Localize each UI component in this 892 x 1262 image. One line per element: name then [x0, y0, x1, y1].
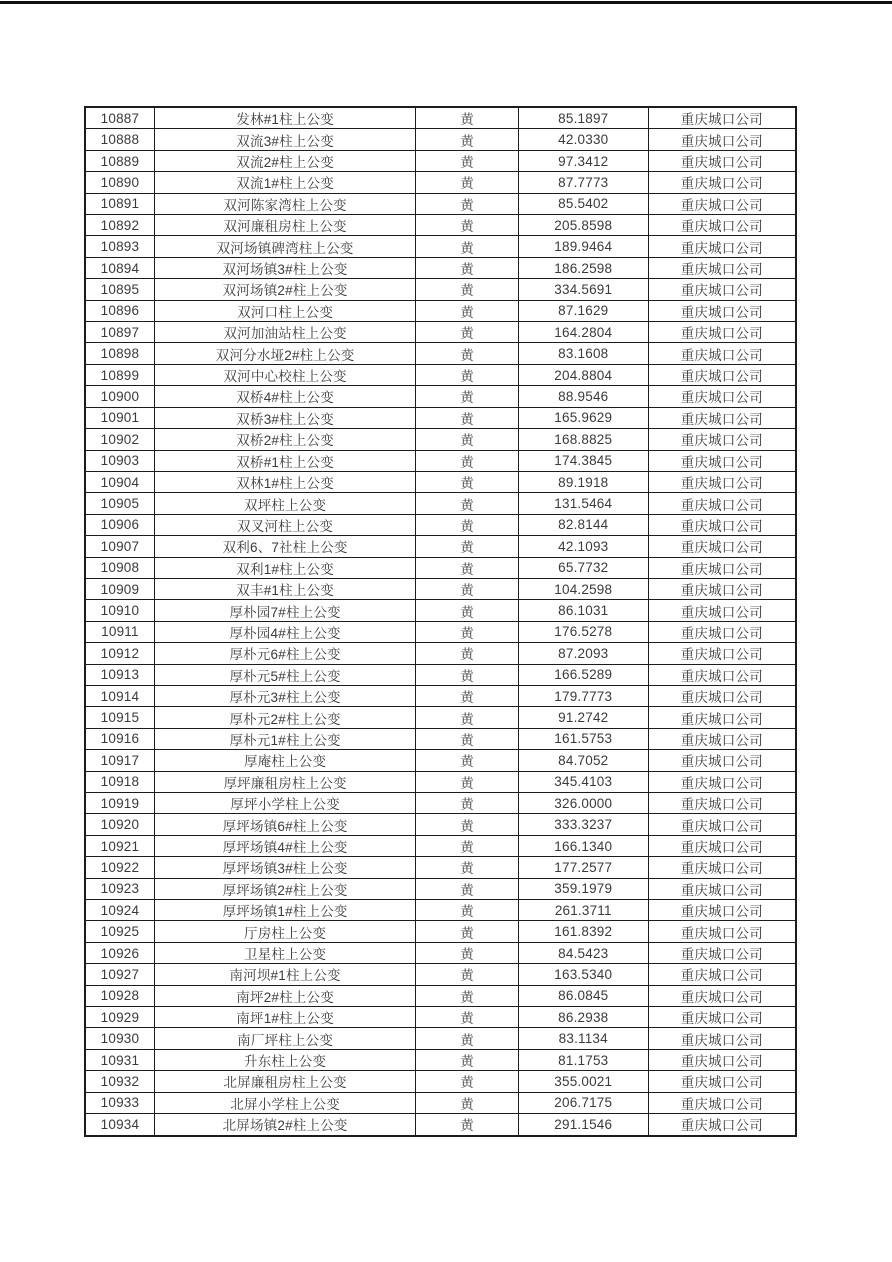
cell-id: 10923	[85, 878, 154, 899]
cell-company: 重庆城口公司	[648, 1007, 796, 1028]
cell-name: 双河口柱上公变	[154, 300, 415, 321]
cell-value: 334.5691	[518, 279, 648, 300]
cell-value: 84.7052	[518, 750, 648, 771]
table-row	[85, 942, 796, 963]
cell-color-status: 黄	[416, 364, 519, 385]
cell-company: 重庆城口公司	[648, 878, 796, 899]
cell-name: 厚坪廉租房柱上公变	[154, 771, 415, 792]
table-row	[85, 1028, 796, 1049]
cell-name: 厚朴元6#柱上公变	[154, 643, 415, 664]
cell-color-status: 黄	[416, 857, 519, 878]
cell-id: 10891	[85, 193, 154, 214]
cell-value: 177.2577	[518, 857, 648, 878]
cell-value: 131.5464	[518, 493, 648, 514]
cell-id: 10888	[85, 129, 154, 150]
cell-id: 10906	[85, 514, 154, 535]
cell-company: 重庆城口公司	[648, 343, 796, 364]
cell-color-status: 黄	[416, 707, 519, 728]
table-row	[85, 493, 796, 514]
cell-name: 双河廉租房柱上公变	[154, 215, 415, 236]
cell-value: 97.3412	[518, 150, 648, 171]
table-row	[85, 707, 796, 728]
cell-company: 重庆城口公司	[648, 236, 796, 257]
cell-company: 重庆城口公司	[648, 643, 796, 664]
cell-value: 179.7773	[518, 685, 648, 706]
cell-value: 81.1753	[518, 1049, 648, 1070]
cell-color-status: 黄	[416, 621, 519, 642]
cell-name: 双利6、7社柱上公变	[154, 536, 415, 557]
cell-id: 10921	[85, 835, 154, 856]
cell-color-status: 黄	[416, 471, 519, 492]
cell-company: 重庆城口公司	[648, 750, 796, 771]
cell-company: 重庆城口公司	[648, 857, 796, 878]
cell-color-status: 黄	[416, 343, 519, 364]
cell-id: 10928	[85, 985, 154, 1006]
cell-company: 重庆城口公司	[648, 621, 796, 642]
cell-value: 104.2598	[518, 578, 648, 599]
cell-name: 厚朴元3#柱上公变	[154, 685, 415, 706]
cell-name: 南坪2#柱上公变	[154, 985, 415, 1006]
cell-color-status: 黄	[416, 429, 519, 450]
cell-color-status: 黄	[416, 493, 519, 514]
cell-id: 10924	[85, 900, 154, 921]
cell-name: 双利1#柱上公变	[154, 557, 415, 578]
cell-value: 161.8392	[518, 921, 648, 942]
cell-id: 10910	[85, 600, 154, 621]
cell-value: 345.4103	[518, 771, 648, 792]
cell-company: 重庆城口公司	[648, 728, 796, 749]
cell-color-status: 黄	[416, 107, 519, 129]
cell-id: 10911	[85, 621, 154, 642]
cell-name: 双河场镇碑湾柱上公变	[154, 236, 415, 257]
cell-color-status: 黄	[416, 1007, 519, 1028]
cell-id: 10893	[85, 236, 154, 257]
cell-value: 87.7773	[518, 172, 648, 193]
cell-company: 重庆城口公司	[648, 1071, 796, 1092]
cell-color-status: 黄	[416, 793, 519, 814]
cell-value: 82.8144	[518, 514, 648, 535]
cell-company: 重庆城口公司	[648, 557, 796, 578]
table-row	[85, 386, 796, 407]
cell-name: 北屏小学柱上公变	[154, 1092, 415, 1113]
table-row	[85, 1071, 796, 1092]
cell-company: 重庆城口公司	[648, 215, 796, 236]
cell-company: 重庆城口公司	[648, 322, 796, 343]
cell-value: 87.1629	[518, 300, 648, 321]
cell-value: 359.1979	[518, 878, 648, 899]
cell-color-status: 黄	[416, 386, 519, 407]
table-row	[85, 878, 796, 899]
cell-value: 85.1897	[518, 107, 648, 129]
cell-name: 厚朴园7#柱上公变	[154, 600, 415, 621]
cell-color-status: 黄	[416, 514, 519, 535]
cell-value: 166.5289	[518, 664, 648, 685]
cell-company: 重庆城口公司	[648, 107, 796, 129]
cell-value: 206.7175	[518, 1092, 648, 1113]
cell-company: 重庆城口公司	[648, 1114, 796, 1136]
cell-id: 10887	[85, 107, 154, 129]
cell-name: 双流1#柱上公变	[154, 172, 415, 193]
cell-color-status: 黄	[416, 728, 519, 749]
cell-company: 重庆城口公司	[648, 707, 796, 728]
table-row	[85, 600, 796, 621]
cell-color-status: 黄	[416, 878, 519, 899]
cell-color-status: 黄	[416, 900, 519, 921]
table-row	[85, 900, 796, 921]
cell-id: 10903	[85, 450, 154, 471]
cell-name: 双河中心校柱上公变	[154, 364, 415, 385]
cell-company: 重庆城口公司	[648, 771, 796, 792]
cell-company: 重庆城口公司	[648, 193, 796, 214]
table-row	[85, 685, 796, 706]
cell-value: 326.0000	[518, 793, 648, 814]
cell-id: 10915	[85, 707, 154, 728]
cell-id: 10901	[85, 407, 154, 428]
cell-id: 10926	[85, 942, 154, 963]
cell-name: 厚庵柱上公变	[154, 750, 415, 771]
cell-color-status: 黄	[416, 942, 519, 963]
cell-id: 10920	[85, 814, 154, 835]
table-row	[85, 621, 796, 642]
cell-color-status: 黄	[416, 1049, 519, 1070]
cell-id: 10916	[85, 728, 154, 749]
cell-color-status: 黄	[416, 1071, 519, 1092]
cell-color-status: 黄	[416, 643, 519, 664]
cell-value: 83.1134	[518, 1028, 648, 1049]
cell-name: 厚朴园4#柱上公变	[154, 621, 415, 642]
cell-company: 重庆城口公司	[648, 835, 796, 856]
cell-company: 重庆城口公司	[648, 964, 796, 985]
cell-value: 42.0330	[518, 129, 648, 150]
cell-value: 333.3237	[518, 814, 648, 835]
table-row	[85, 322, 796, 343]
cell-color-status: 黄	[416, 985, 519, 1006]
cell-id: 10917	[85, 750, 154, 771]
cell-color-status: 黄	[416, 236, 519, 257]
cell-color-status: 黄	[416, 215, 519, 236]
cell-id: 10895	[85, 279, 154, 300]
cell-name: 双河加油站柱上公变	[154, 322, 415, 343]
cell-color-status: 黄	[416, 300, 519, 321]
cell-color-status: 黄	[416, 835, 519, 856]
cell-company: 重庆城口公司	[648, 450, 796, 471]
cell-color-status: 黄	[416, 771, 519, 792]
cell-name: 双桥2#柱上公变	[154, 429, 415, 450]
cell-color-status: 黄	[416, 193, 519, 214]
table-row	[85, 643, 796, 664]
cell-value: 91.2742	[518, 707, 648, 728]
table-row	[85, 536, 796, 557]
cell-id: 10909	[85, 578, 154, 599]
table-row	[85, 150, 796, 171]
cell-id: 10929	[85, 1007, 154, 1028]
table-row	[85, 1114, 796, 1136]
cell-name: 升东柱上公变	[154, 1049, 415, 1070]
table-row	[85, 514, 796, 535]
cell-company: 重庆城口公司	[648, 921, 796, 942]
cell-company: 重庆城口公司	[648, 814, 796, 835]
table-row	[85, 407, 796, 428]
table-row	[85, 300, 796, 321]
cell-name: 双河陈家湾柱上公变	[154, 193, 415, 214]
cell-company: 重庆城口公司	[648, 664, 796, 685]
cell-name: 双林1#柱上公变	[154, 471, 415, 492]
table-row	[85, 728, 796, 749]
cell-name: 双丰#1柱上公变	[154, 578, 415, 599]
table-row	[85, 429, 796, 450]
cell-name: 厚坪场镇4#柱上公变	[154, 835, 415, 856]
cell-value: 84.5423	[518, 942, 648, 963]
cell-id: 10907	[85, 536, 154, 557]
scan-top-edge-bar	[0, 1, 892, 4]
cell-company: 重庆城口公司	[648, 1049, 796, 1070]
cell-color-status: 黄	[416, 129, 519, 150]
cell-value: 163.5340	[518, 964, 648, 985]
cell-id: 10899	[85, 364, 154, 385]
cell-id: 10933	[85, 1092, 154, 1113]
table-row	[85, 750, 796, 771]
cell-id: 10918	[85, 771, 154, 792]
cell-value: 42.1093	[518, 536, 648, 557]
cell-name: 厚坪场镇2#柱上公变	[154, 878, 415, 899]
cell-value: 164.2804	[518, 322, 648, 343]
cell-company: 重庆城口公司	[648, 386, 796, 407]
cell-value: 65.7732	[518, 557, 648, 578]
cell-name: 厚坪场镇6#柱上公变	[154, 814, 415, 835]
table-row	[85, 814, 796, 835]
cell-color-status: 黄	[416, 322, 519, 343]
table-row	[85, 985, 796, 1006]
table-row	[85, 1049, 796, 1070]
table-row	[85, 364, 796, 385]
cell-company: 重庆城口公司	[648, 985, 796, 1006]
cell-value: 186.2598	[518, 257, 648, 278]
cell-id: 10905	[85, 493, 154, 514]
table-row	[85, 771, 796, 792]
cell-company: 重庆城口公司	[648, 150, 796, 171]
cell-color-status: 黄	[416, 578, 519, 599]
cell-id: 10931	[85, 1049, 154, 1070]
transformer-table-body	[85, 107, 796, 1136]
cell-name: 厅房柱上公变	[154, 921, 415, 942]
cell-company: 重庆城口公司	[648, 471, 796, 492]
cell-name: 卫星柱上公变	[154, 942, 415, 963]
cell-value: 85.5402	[518, 193, 648, 214]
cell-name: 厚坪场镇1#柱上公变	[154, 900, 415, 921]
cell-name: 北屏场镇2#柱上公变	[154, 1114, 415, 1136]
table-row	[85, 835, 796, 856]
cell-value: 86.0845	[518, 985, 648, 1006]
cell-color-status: 黄	[416, 685, 519, 706]
cell-name: 南河坝#1柱上公变	[154, 964, 415, 985]
cell-id: 10890	[85, 172, 154, 193]
cell-color-status: 黄	[416, 814, 519, 835]
cell-name: 双流3#柱上公变	[154, 129, 415, 150]
cell-value: 86.1031	[518, 600, 648, 621]
cell-value: 86.2938	[518, 1007, 648, 1028]
cell-name: 双河分水垭2#柱上公变	[154, 343, 415, 364]
cell-id: 10922	[85, 857, 154, 878]
cell-company: 重庆城口公司	[648, 364, 796, 385]
table-row	[85, 964, 796, 985]
cell-name: 厚坪小学柱上公变	[154, 793, 415, 814]
cell-value: 166.1340	[518, 835, 648, 856]
cell-id: 10919	[85, 793, 154, 814]
cell-company: 重庆城口公司	[648, 536, 796, 557]
cell-id: 10898	[85, 343, 154, 364]
cell-value: 205.8598	[518, 215, 648, 236]
cell-name: 发林#1柱上公变	[154, 107, 415, 129]
cell-id: 10932	[85, 1071, 154, 1092]
table-row	[85, 471, 796, 492]
cell-id: 10902	[85, 429, 154, 450]
cell-color-status: 黄	[416, 536, 519, 557]
table-row	[85, 1092, 796, 1113]
cell-value: 291.1546	[518, 1114, 648, 1136]
cell-company: 重庆城口公司	[648, 129, 796, 150]
table-row	[85, 793, 796, 814]
cell-id: 10912	[85, 643, 154, 664]
cell-color-status: 黄	[416, 1092, 519, 1113]
table-row	[85, 557, 796, 578]
cell-company: 重庆城口公司	[648, 1028, 796, 1049]
cell-id: 10896	[85, 300, 154, 321]
cell-name: 南厂坪柱上公变	[154, 1028, 415, 1049]
table-row	[85, 857, 796, 878]
cell-name: 双桥4#柱上公变	[154, 386, 415, 407]
cell-color-status: 黄	[416, 279, 519, 300]
table-row	[85, 578, 796, 599]
cell-company: 重庆城口公司	[648, 407, 796, 428]
cell-id: 10913	[85, 664, 154, 685]
cell-value: 174.3845	[518, 450, 648, 471]
cell-company: 重庆城口公司	[648, 279, 796, 300]
cell-name: 双坪柱上公变	[154, 493, 415, 514]
cell-company: 重庆城口公司	[648, 942, 796, 963]
cell-id: 10914	[85, 685, 154, 706]
cell-value: 87.2093	[518, 643, 648, 664]
cell-name: 双桥3#柱上公变	[154, 407, 415, 428]
cell-value: 355.0021	[518, 1071, 648, 1092]
cell-value: 261.3711	[518, 900, 648, 921]
table-row	[85, 1007, 796, 1028]
cell-color-status: 黄	[416, 150, 519, 171]
cell-id: 10925	[85, 921, 154, 942]
cell-value: 189.9464	[518, 236, 648, 257]
cell-name: 厚坪场镇3#柱上公变	[154, 857, 415, 878]
cell-color-status: 黄	[416, 172, 519, 193]
cell-value: 165.9629	[518, 407, 648, 428]
cell-company: 重庆城口公司	[648, 300, 796, 321]
table-row	[85, 343, 796, 364]
cell-value: 176.5278	[518, 621, 648, 642]
cell-value: 204.8804	[518, 364, 648, 385]
table-row	[85, 236, 796, 257]
cell-company: 重庆城口公司	[648, 900, 796, 921]
cell-company: 重庆城口公司	[648, 429, 796, 450]
cell-id: 10900	[85, 386, 154, 407]
cell-company: 重庆城口公司	[648, 1092, 796, 1113]
cell-id: 10904	[85, 471, 154, 492]
cell-color-status: 黄	[416, 921, 519, 942]
cell-name: 双流2#柱上公变	[154, 150, 415, 171]
cell-company: 重庆城口公司	[648, 514, 796, 535]
cell-name: 双叉河柱上公变	[154, 514, 415, 535]
table-row	[85, 921, 796, 942]
cell-name: 双河场镇3#柱上公变	[154, 257, 415, 278]
cell-id: 10927	[85, 964, 154, 985]
cell-value: 88.9546	[518, 386, 648, 407]
table-row	[85, 257, 796, 278]
transformer-table	[84, 106, 797, 1137]
cell-company: 重庆城口公司	[648, 172, 796, 193]
cell-name: 北屏廉租房柱上公变	[154, 1071, 415, 1092]
table-row	[85, 215, 796, 236]
cell-name: 南坪1#柱上公变	[154, 1007, 415, 1028]
cell-color-status: 黄	[416, 257, 519, 278]
cell-id: 10930	[85, 1028, 154, 1049]
cell-value: 83.1608	[518, 343, 648, 364]
table-row	[85, 107, 796, 129]
table-row	[85, 664, 796, 685]
table-row	[85, 172, 796, 193]
cell-value: 168.8825	[518, 429, 648, 450]
cell-color-status: 黄	[416, 750, 519, 771]
cell-company: 重庆城口公司	[648, 257, 796, 278]
table-row	[85, 129, 796, 150]
cell-color-status: 黄	[416, 964, 519, 985]
cell-name: 厚朴元5#柱上公变	[154, 664, 415, 685]
cell-id: 10908	[85, 557, 154, 578]
cell-company: 重庆城口公司	[648, 685, 796, 706]
cell-name: 双河场镇2#柱上公变	[154, 279, 415, 300]
table-row	[85, 279, 796, 300]
cell-color-status: 黄	[416, 1028, 519, 1049]
cell-id: 10897	[85, 322, 154, 343]
cell-id: 10889	[85, 150, 154, 171]
cell-name: 厚朴元2#柱上公变	[154, 707, 415, 728]
cell-color-status: 黄	[416, 407, 519, 428]
cell-color-status: 黄	[416, 664, 519, 685]
cell-value: 161.5753	[518, 728, 648, 749]
cell-color-status: 黄	[416, 557, 519, 578]
cell-company: 重庆城口公司	[648, 578, 796, 599]
table-row	[85, 193, 796, 214]
cell-company: 重庆城口公司	[648, 493, 796, 514]
cell-color-status: 黄	[416, 600, 519, 621]
cell-id: 10894	[85, 257, 154, 278]
cell-value: 89.1918	[518, 471, 648, 492]
cell-company: 重庆城口公司	[648, 793, 796, 814]
cell-id: 10934	[85, 1114, 154, 1136]
cell-company: 重庆城口公司	[648, 600, 796, 621]
cell-name: 双桥#1柱上公变	[154, 450, 415, 471]
cell-id: 10892	[85, 215, 154, 236]
table-row	[85, 450, 796, 471]
cell-name: 厚朴元1#柱上公变	[154, 728, 415, 749]
cell-color-status: 黄	[416, 1114, 519, 1136]
cell-color-status: 黄	[416, 450, 519, 471]
